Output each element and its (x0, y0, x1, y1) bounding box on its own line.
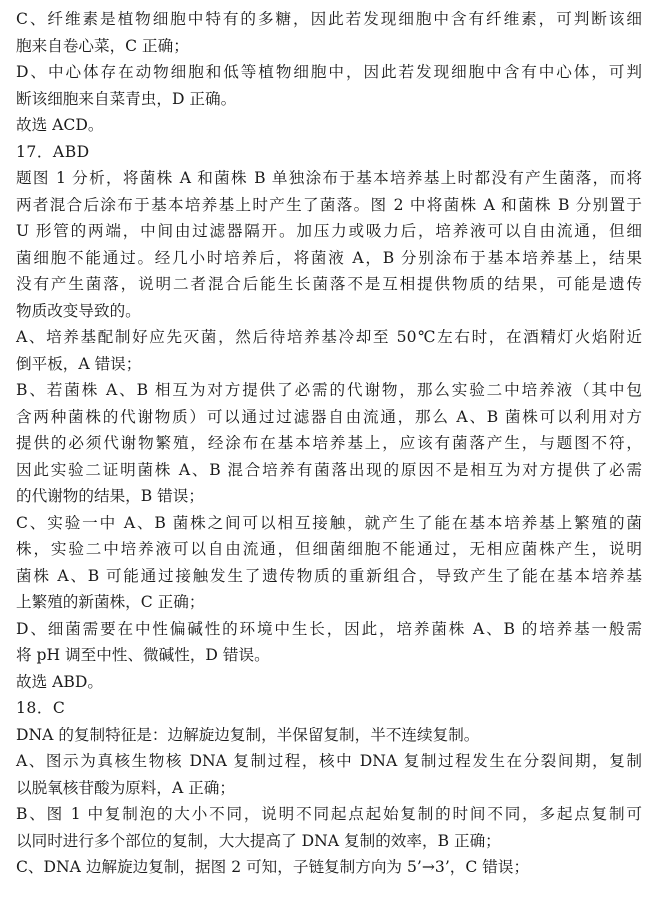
text-line: 株，实验二中培养液可以自由流通，但细菌细胞不能通过，无相应菌株产生，说明 (16, 540, 642, 558)
text-line: 的代谢物的结果，B 错误； (16, 487, 204, 505)
text-line: A、培养基配制好应先灭菌，然后待培养基冷却至 50℃左右时，在酒精灯火焰附近 (16, 328, 642, 346)
text-line: 含两种菌株的代谢物质）可以通过过滤器自由流通，那么 A、B 菌株可以利用对方 (16, 407, 642, 426)
text-line: D、中心体存在动物细胞和低等植物细胞中，因此若发现细胞中含有中心体，可判 (16, 63, 642, 81)
text-line: 提供的必须代谢物繁殖，经涂布在基本培养基上，应该有菌落产生，与题图不符， (16, 434, 642, 452)
conclusion-line: 故选 ABD。 (16, 672, 103, 691)
question-18-heading: 18．C (16, 699, 66, 717)
text-line: B、若菌株 A、B 相互为对方提供了必需的代谢物，那么实验二中培养液（其中包 (16, 381, 642, 399)
conclusion-line: 故选 ACD。 (16, 116, 104, 134)
text-line: 没有产生菌落，说明二者混合后能生长菌落不是互相提供物质的结果，可能是遗传 (16, 275, 642, 293)
text-line: 以同时进行多个部位的复制，大大提高了 DNA 复制的效率，B 正确； (16, 831, 501, 850)
text-line: 菌株 A、B 可能通过接触发生了遗传物质的重新组合，导致产生了能在基本培养基 (16, 566, 642, 585)
text-line: 菌细胞不能通过。经几小时培养后，将菌液 A，B 分别涂布于基本培养基上，结果 (16, 248, 642, 267)
text-line: C、实验一中 A、B 菌株之间可以相互接触，就产生了能在基本培养基上繁殖的菌 (16, 513, 642, 532)
text-line: D、细菌需要在中性偏碱性的环境中生长，因此，培养菌株 A、B 的培养基一般需 (16, 619, 642, 638)
text-line: 以脱氧核苷酸为原料，A 正确； (16, 778, 235, 797)
answer-document (16, 6, 642, 881)
text-line: 物质改变导致的。 (16, 301, 141, 320)
text-line: A、图示为真核生物核 DNA 复制过程，核中 DNA 复制过程发生在分裂间期，复制 (16, 752, 642, 770)
text-line: B、图 1 中复制泡的大小不同，说明不同起点起始复制的时间不同，多起点复制可 (16, 805, 642, 823)
text-line: 胞来自卷心菜，C 正确； (16, 36, 189, 55)
text-line: C、纤维素是植物细胞中特有的多糖，因此若发现细胞中含有纤维素，可判断该细 (16, 10, 642, 28)
question-17-heading: 17．ABD (16, 142, 90, 161)
text-line: 题图 1 分析，将菌株 A 和菌株 B 单独涂布于基本培养基上时都没有产生菌落，而将 (16, 169, 642, 187)
text-line: 两者混合后涂布于基本培养基上时产生了菌落。图 2 中将菌株 A 和菌株 B 分别置于 (16, 195, 642, 214)
text-line: C、DNA 边解旋边复制，据图 2 可知，子链复制方向为 5’→3’，C 错误； (16, 858, 530, 876)
text-line: 倒平板，A 错误； (16, 354, 142, 373)
text-line: 因此实验二证明菌株 A、B 混合培养有菌落出现的原因不是相互为对方提供了必需 (16, 460, 642, 479)
text-line: 将 pH 调至中性、微碱性，D 错误。 (16, 646, 270, 664)
text-line: DNA 的复制特征是：边解旋边复制，半保留复制，半不连续复制。 (16, 725, 480, 744)
text-line: 断该细胞来自菜青虫，D 正确。 (16, 89, 237, 108)
text-line: U 形管的两端，中间由过滤器隔开。加压力或吸力后，培养液可以自由流通，但细 (16, 222, 642, 240)
text-line: 上繁殖的新菌株，C 正确； (16, 593, 205, 611)
